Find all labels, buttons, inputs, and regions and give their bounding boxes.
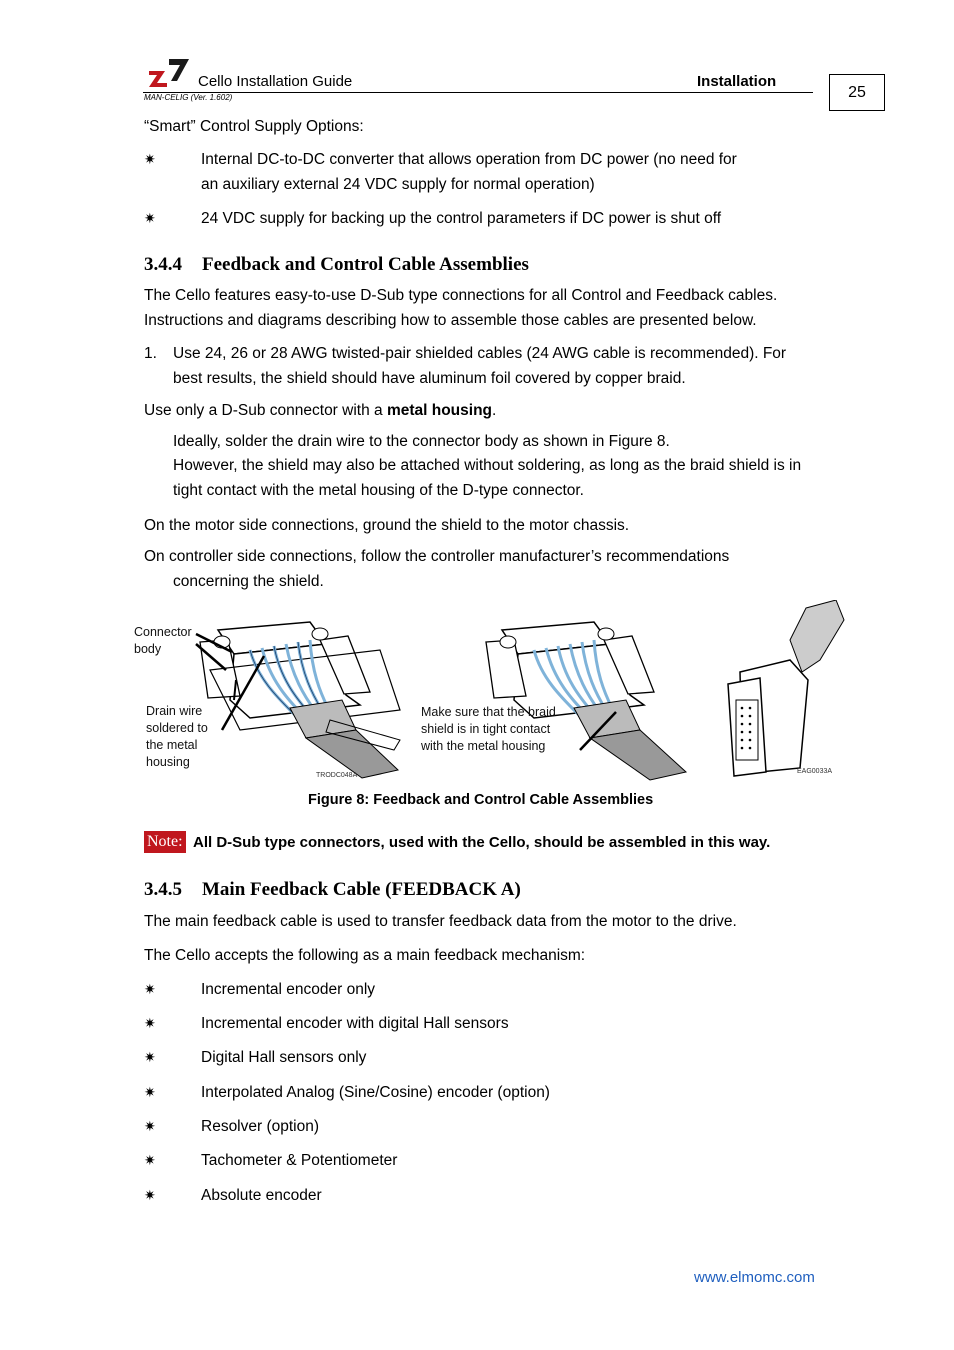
label-connector-line1: Connector (134, 625, 192, 639)
bullet-icon: ✷ (144, 151, 156, 167)
bullet-icon: ✷ (144, 1152, 156, 1168)
controller-line-1: On controller side connections, follow the controller manufacturer’s recommendations (144, 548, 730, 565)
motor-line: On the motor side connections, ground the shield to the motor chassis. (144, 517, 630, 534)
doc-code: MAN-CELIG (Ver. 1.602) (144, 93, 233, 102)
feedback-item: Tachometer & Potentiometer (201, 1152, 398, 1169)
section-title: Feedback and Control Cable Assemblies (202, 254, 529, 275)
label-connector-body (134, 624, 192, 658)
s344-para-1: The Cello features easy-to-use D-Sub type connections for all Control and Feedback cables. (144, 287, 778, 304)
bullet-icon: ✷ (144, 1187, 156, 1203)
section-title: Main Feedback Cable (FEEDBACK A) (202, 879, 521, 900)
bullet-icon: ✷ (144, 210, 156, 226)
label-braid-line1: Make sure that the braid (421, 705, 556, 719)
s345-para-1: The main feedback cable is used to transfer feedback data from the motor to the drive. (144, 913, 737, 930)
note-text: All D-Sub type connectors, used with the Cello, should be assembled in this way. (193, 834, 771, 851)
feedback-item: Incremental encoder with digital Hall sensors (201, 1015, 509, 1032)
intro-bullet-1-line2: an auxiliary external 24 VDC supply for normal operation) (201, 176, 595, 193)
footer-link[interactable]: www.elmomc.com (694, 1269, 815, 1286)
bullet-icon: ✷ (144, 1049, 156, 1065)
label-drain-line1: Drain wire (146, 704, 203, 718)
page-number: 25 (829, 74, 885, 111)
label-braid-shield (421, 704, 556, 755)
figure-caption: Figure 8: Feedback and Control Cable Assemblies (308, 792, 654, 808)
section-number: 3.4.4 (144, 254, 182, 275)
item-number: 1. (144, 345, 157, 362)
bullet-icon: ✷ (144, 981, 156, 997)
label-braid-line3: with the metal housing (421, 739, 546, 753)
doc-title: Cello Installation Guide (198, 73, 353, 90)
tight-line: tight contact with the metal housing of the D-type connector. (173, 482, 584, 499)
feedback-item: Resolver (option) (201, 1118, 320, 1135)
dsub-post: . (492, 402, 497, 419)
figure-code-left: TRODC048A (316, 772, 358, 779)
left-connector-drawing (196, 622, 400, 778)
s345-para-2: The Cello accepts the following as a main feedback mechanism: (144, 947, 586, 964)
dsub-paragraph (144, 398, 496, 423)
bullet-icon: ✷ (144, 1015, 156, 1031)
label-drain-wire (146, 703, 208, 771)
note-tag: Note: (144, 831, 186, 853)
ideal-line: Ideally, solder the drain wire to the connector body as shown in Figure 8. (173, 433, 670, 450)
intro-bullet-1-line1: Internal DC-to-DC converter that allows operation from DC power (no need for (201, 151, 737, 168)
dsub-bold: metal housing (386, 402, 493, 419)
controller-line-2: concerning the shield. (173, 573, 324, 590)
figure-code-right: EAG0033A (797, 768, 833, 775)
section-heading-344 (144, 253, 529, 277)
figure-8-illustration (130, 600, 850, 785)
elmo-logo (147, 57, 191, 89)
bullet-icon: ✷ (144, 1118, 156, 1134)
s344-para-2: Instructions and diagrams describing how to assemble those cables are presented below. (144, 312, 757, 329)
label-braid-line2: shield is in tight contact (421, 722, 551, 736)
label-drain-line2: soldered to (146, 721, 208, 735)
section-number: 3.4.5 (144, 879, 182, 900)
label-drain-line4: housing (146, 755, 190, 769)
middle-connector-drawing (486, 622, 686, 780)
header-rule (143, 92, 813, 93)
section-heading-345 (144, 878, 521, 902)
item1-line1: Use 24, 26 or 28 AWG twisted-pair shielded cables (24 AWG cable is recommended). For (173, 345, 787, 362)
feedback-item: Digital Hall sensors only (201, 1049, 367, 1066)
intro-bullet-2: 24 VDC supply for backing up the control parameters if DC power is shut off (201, 210, 722, 227)
label-drain-line3: the metal (146, 738, 198, 752)
feedback-item: Absolute encoder (201, 1187, 322, 1204)
smart-supply-label: “Smart” Control Supply Options: (144, 118, 364, 135)
right-connector-drawing (728, 600, 844, 776)
label-connector-line2: body (134, 642, 162, 656)
dsub-pre: Use only a D-Sub connector with a (144, 402, 387, 419)
however-line: However, the shield may also be attached without soldering, as long as the braid shield is in (173, 457, 802, 474)
feedback-item: Incremental encoder only (201, 981, 376, 998)
section-name: Installation (697, 73, 777, 90)
item1-line2: best results, the shield should have aluminum foil covered by copper braid. (173, 370, 686, 387)
bullet-icon: ✷ (144, 1084, 156, 1100)
feedback-item: Interpolated Analog (Sine/Cosine) encoder (option) (201, 1084, 550, 1101)
